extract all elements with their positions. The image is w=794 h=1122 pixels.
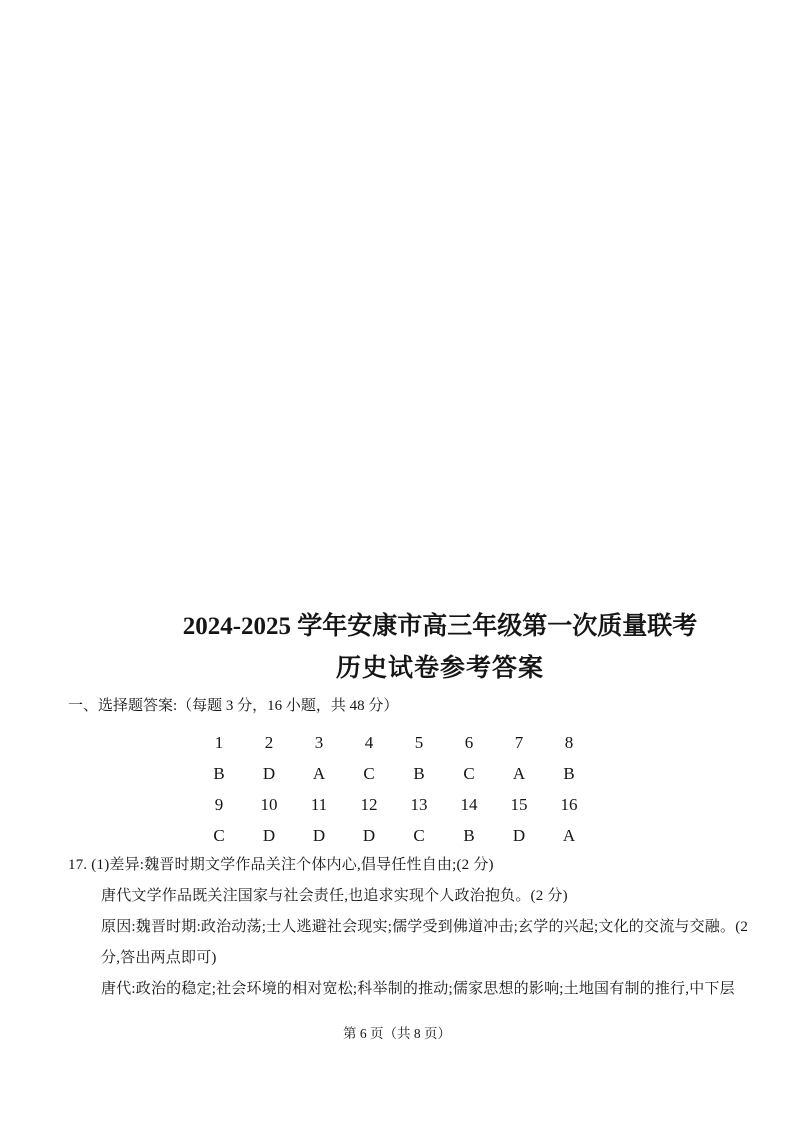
- question-number-row: [194, 727, 594, 758]
- answer-text-line: 原因:魏晋时期:政治动荡;士人逃避社会现实;儒学受到佛道冲击;玄学的兴起;文化的交流与交融。(2: [101, 919, 749, 936]
- answer-letter: C: [363, 764, 375, 783]
- answer-letter: A: [312, 764, 326, 783]
- answer-letter: D: [312, 826, 326, 845]
- question-number: 8: [564, 733, 574, 752]
- question-number: 12: [360, 795, 378, 814]
- answer-letter: B: [213, 764, 225, 783]
- exam-title: 2024-2025 学年安康市高三年级第一次质量联考: [182, 613, 698, 640]
- answer-letter: C: [413, 826, 425, 845]
- answer-letter: D: [512, 826, 526, 845]
- answer-text-line: 分,答出两点即可): [101, 950, 217, 967]
- answer-letter: B: [563, 764, 575, 783]
- answer-letter: C: [213, 826, 225, 845]
- answer-letter: D: [262, 764, 276, 783]
- question-number: 10: [260, 795, 278, 814]
- answer-letter: D: [362, 826, 376, 845]
- question-number-row: [194, 789, 594, 820]
- answer-letter-row: [194, 820, 594, 851]
- multiple-choice-answer-table: [194, 727, 594, 851]
- answer-letter: B: [413, 764, 425, 783]
- answer-letter: A: [562, 826, 576, 845]
- question-number: 9: [214, 795, 224, 814]
- answer-letter: C: [463, 764, 475, 783]
- question-number: 2: [264, 733, 274, 752]
- question-number: 13: [410, 795, 428, 814]
- answer-letter: A: [512, 764, 526, 783]
- question-number: 16: [560, 795, 578, 814]
- question-number: 5: [414, 733, 424, 752]
- answer-text-line: 唐代:政治的稳定;社会环境的相对宽松;科举制的推动;儒家思想的影响;土地国有制的推行,中下层: [101, 981, 735, 998]
- question-number: 1: [214, 733, 224, 752]
- question-number: 7: [514, 733, 524, 752]
- question-number: 6: [464, 733, 474, 752]
- question-number: 14: [460, 795, 478, 814]
- page-number-footer: 第 6 页（共 8 页）: [343, 1026, 451, 1041]
- question-number: 3: [314, 733, 324, 752]
- answer-letter: B: [463, 826, 475, 845]
- answer-text-line: 唐代文学作品既关注国家与社会责任,也追求实现个人政治抱负。(2 分): [101, 888, 568, 905]
- question-number: 4: [364, 733, 374, 752]
- answer-key-subtitle: 历史试卷参考答案: [335, 655, 544, 682]
- question-17-answer-block: [68, 850, 749, 1005]
- section-1-heading: 一、选择题答案:（每题 3 分，16 小题，共 48 分）: [68, 698, 399, 714]
- answer-letter-row: [194, 758, 594, 789]
- question-number: 11: [310, 795, 328, 814]
- question-number: 15: [510, 795, 528, 814]
- answer-letter: D: [262, 826, 276, 845]
- answer-text-line: 17. (1)差异:魏晋时期文学作品关注个体内心,倡导任性自由;(2 分): [68, 857, 494, 873]
